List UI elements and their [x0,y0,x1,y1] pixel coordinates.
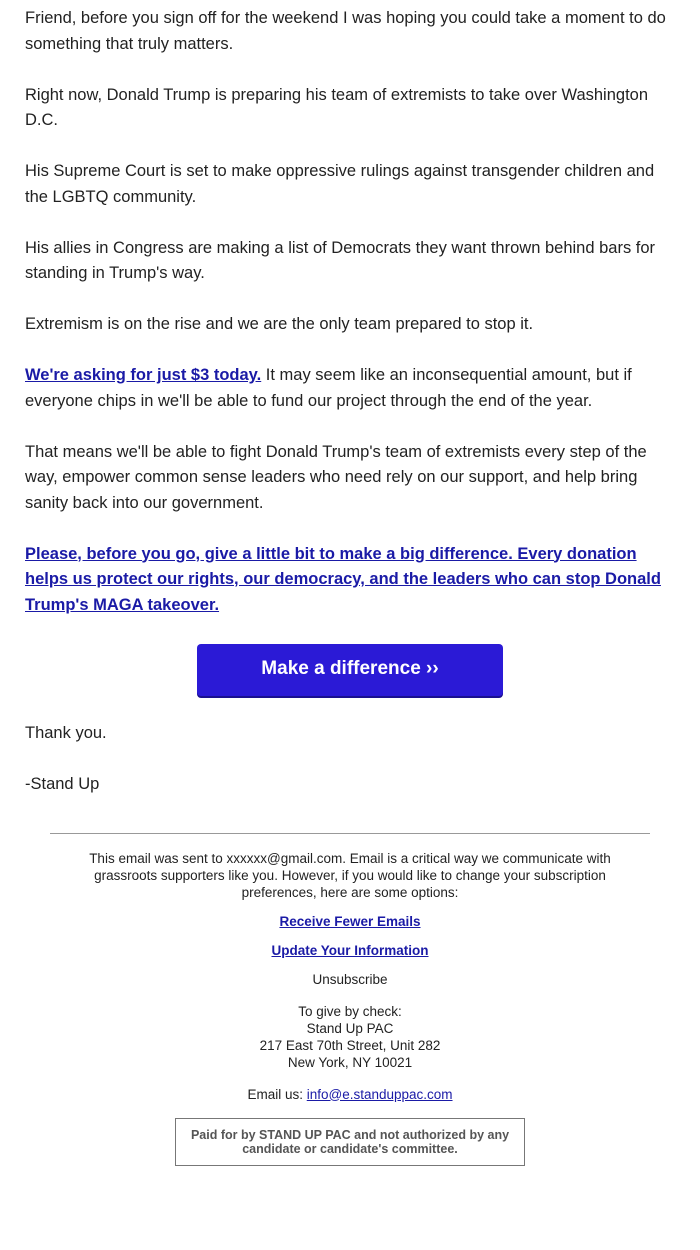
ask-text: It may seem like an inconsequential amount, but if everyone chips in we'll be able to fund our project through the end of the year. [25,366,632,410]
paragraph-congress: His allies in Congress are making a list of Democrats they want thrown behind bars for standing in Trump's way. [25,238,656,282]
update-information-link[interactable]: Update Your Information [271,942,429,958]
paragraph-supreme-court: His Supreme Court is set to make oppressive rulings against transgender children and the LGBTQ community. [25,162,655,206]
paragraph-ask [25,363,675,414]
email-label: Email us: [247,1086,307,1102]
org-name: Stand Up PAC [306,1020,394,1036]
paragraph-intro: Friend, before you sign off for the weekend I was hoping you could take a moment to do something that truly matters. [25,9,666,53]
signature: -Stand Up [25,775,100,793]
cta-container [25,644,675,696]
footer [70,850,630,1166]
footer-divider [50,833,650,834]
address-line-1: 217 East 70th Street, Unit 282 [259,1037,441,1053]
donate-link[interactable]: Please, before you go, give a little bit to make a big difference. Every donation helps us protect our rights, our democracy, and the leaders who can stop Donald Trump's MAGA takeover. [25,544,661,614]
ask-link[interactable]: We're asking for just $3 today. [25,366,262,384]
footer-intro: This email was sent to xxxxxx@gmail.com. Email is a critical way we communicate with grassroots supporters like you. However, if you would like to change your subscription preferences, here are some options: [89,850,611,900]
paragraph-fight: That means we'll be able to fight Donald Trump's team of extremists every step of the way, empower common sense leaders who need rely on our support, and help bring sanity back into our government. [25,442,647,512]
paragraph-extremism: Extremism is on the rise and we are the only team prepared to stop it. [25,315,534,333]
paid-for-disclaimer: Paid for by STAND UP PAC and not authorized by any candidate or candidate's committee. [175,1118,525,1166]
thank-you: Thank you. [25,724,107,742]
paragraph-donate [25,542,675,619]
check-label: To give by check: [298,1003,402,1019]
paragraph-team: Right now, Donald Trump is preparing his team of extremists to take over Washington D.C. [25,85,649,129]
mailing-address [70,1003,630,1071]
receive-fewer-emails-link[interactable]: Receive Fewer Emails [279,913,421,929]
address-line-2: New York, NY 10021 [287,1054,413,1070]
unsubscribe-link[interactable]: Unsubscribe [312,971,388,987]
email-address-link[interactable]: info@e.standuppac.com [306,1086,453,1102]
contact-email [70,1086,630,1103]
make-difference-button[interactable]: Make a difference ›› [197,644,503,696]
